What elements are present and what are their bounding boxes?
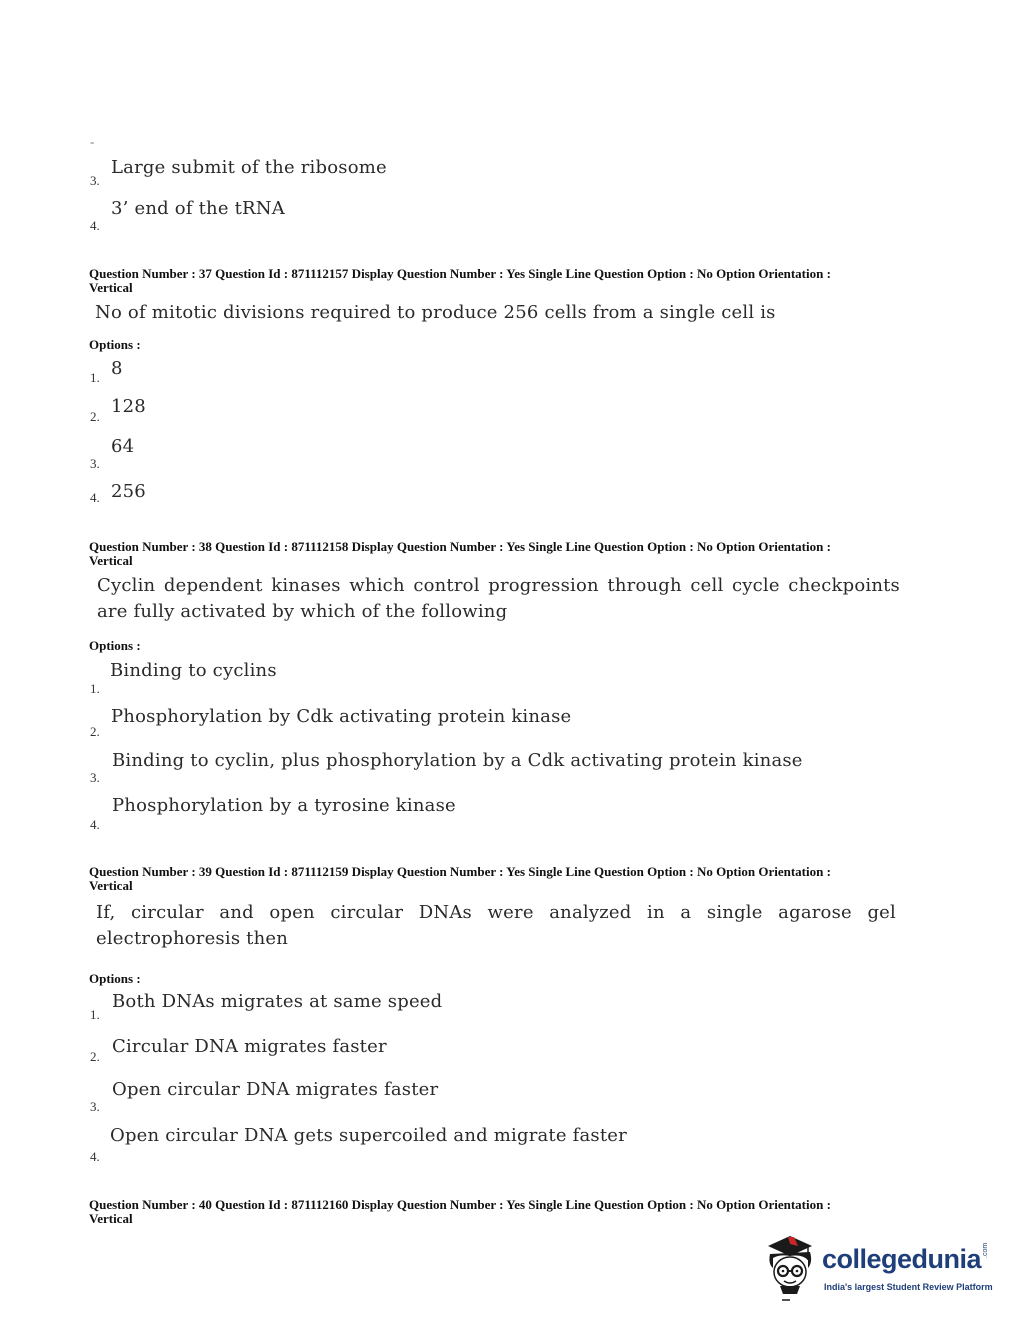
question-37-text: No of mitotic divisions required to produce 256 cells from a single cell is	[95, 302, 776, 323]
question-37-meta: Question Number : 37 Question Id : 871112157 Display Question Number : Yes Single Line Question Option : No Option Orientation : Vertical	[89, 266, 831, 295]
option-text: Phosphorylation by a tyrosine kinase	[112, 795, 456, 816]
option-text: 64	[111, 436, 135, 457]
option-number: 4.	[90, 817, 100, 832]
question-39-text: If, circular and open circular DNAs were analyzed in a single agarose gel electrophoresis then	[96, 902, 896, 949]
option-number: 2.	[90, 724, 100, 739]
option-number: 3.	[90, 173, 100, 188]
option-number: 3.	[90, 1099, 100, 1114]
option-text: 3’ end of the tRNA	[111, 198, 285, 219]
question-38-text: Cyclin dependent kinases which control progression through cell cycle checkpoints are fully activated by which of the following	[97, 575, 900, 622]
option-number: 2.	[90, 409, 100, 424]
option-text: Binding to cyclins	[110, 660, 277, 681]
question-39-meta: Question Number : 39 Question Id : 871112159 Display Question Number : Yes Single Line Question Option : No Option Orientation : Vertical	[89, 864, 831, 893]
option-text: Circular DNA migrates faster	[112, 1036, 387, 1057]
option-text: Phosphorylation by Cdk activating protein kinase	[111, 706, 572, 727]
option-text: 256	[111, 481, 146, 502]
option-text: 8	[111, 358, 123, 379]
option-number: 4.	[90, 218, 100, 233]
options-label: Options :	[89, 971, 141, 986]
option-number: 1.	[90, 370, 100, 385]
option-text: 128	[111, 396, 146, 417]
question-40-meta: Question Number : 40 Question Id : 871112160 Display Question Number : Yes Single Line Question Option : No Option Orientation : Vertical	[89, 1197, 831, 1226]
option-number: 1.	[90, 1007, 100, 1022]
option-number: 4.	[90, 1149, 100, 1164]
option-number: 2.	[90, 1049, 100, 1064]
logo-tagline: India's largest Student Review Platform	[824, 1282, 993, 1292]
logo-suffix: .com	[982, 1242, 989, 1258]
carry-over-dash: -	[90, 134, 95, 149]
options-label: Options :	[89, 638, 141, 653]
option-number: 4.	[90, 490, 100, 505]
option-text: Open circular DNA migrates faster	[112, 1079, 439, 1100]
option-text: Large submit of the ribosome	[111, 157, 387, 178]
option-number: 3.	[90, 770, 100, 785]
logo-name: collegedunia	[822, 1244, 982, 1274]
option-number: 1.	[90, 681, 100, 696]
option-text: Open circular DNA gets supercoiled and migrate faster	[110, 1125, 627, 1146]
option-text: Both DNAs migrates at same speed	[112, 991, 443, 1012]
option-text: Binding to cyclin, plus phosphorylation by a Cdk activating protein kinase	[112, 750, 803, 771]
option-number: 3.	[90, 456, 100, 471]
question-38-meta: Question Number : 38 Question Id : 871112158 Display Question Number : Yes Single Line Question Option : No Option Orientation : Vertical	[89, 539, 831, 568]
options-label: Options :	[89, 337, 141, 352]
